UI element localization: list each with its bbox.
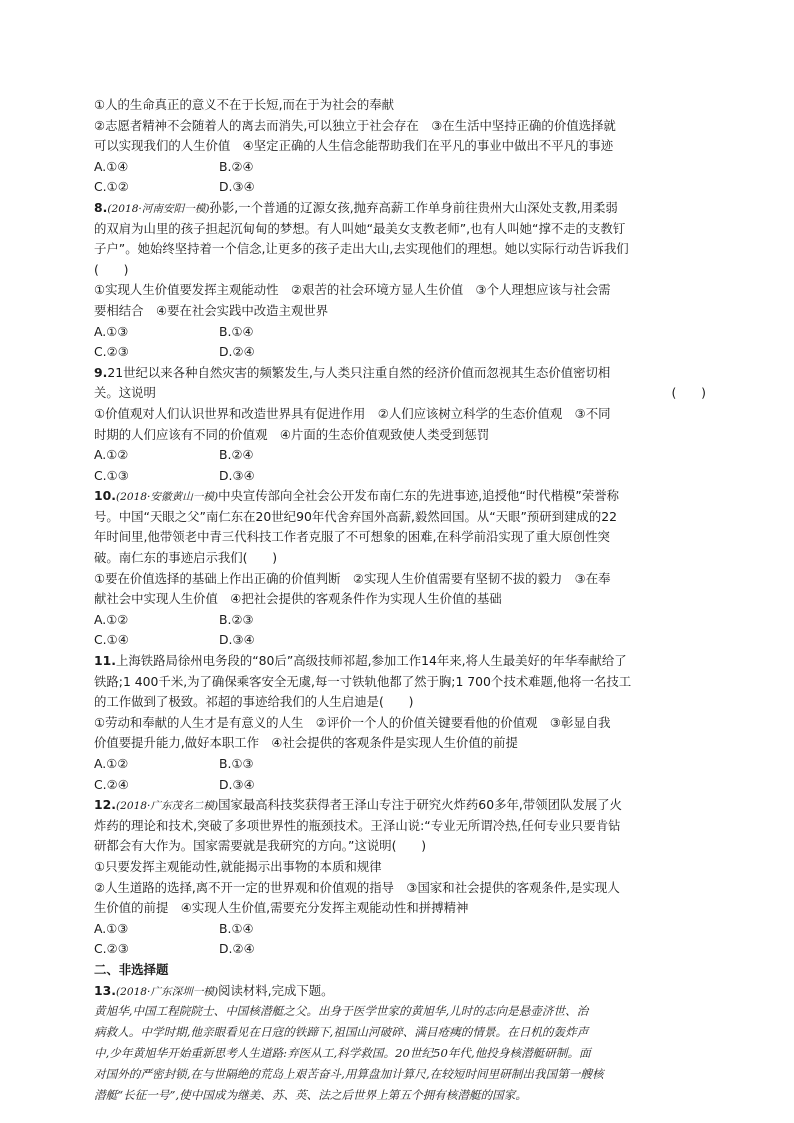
- q10-stem-line-4: 破。南仁东的事迹启示我们( ): [94, 550, 278, 566]
- q8-options-row-1: [94, 322, 706, 343]
- q12-stem-line-3: 研都会有大作为。国家需要就是我研究的方向。”这说明( ): [94, 838, 427, 854]
- q8-stem-line-1: [94, 198, 706, 219]
- q7-option-c[interactable]: C.①②: [94, 179, 129, 195]
- q12-source: (2018·广东茂名二模): [115, 800, 219, 813]
- q9-options-row-1: [94, 445, 706, 466]
- q10-statement-2: 献社会中实现人生价值 ④把社会提供的客观条件作为实现人生价值的基础: [94, 591, 502, 607]
- q12-option-a[interactable]: A.①③: [94, 920, 129, 936]
- q13-stem-line: [94, 981, 706, 1002]
- q11-text-1: 上海铁路局徐州电务段的“80后”高级技师祁超,参加工作14年来,将人生最美好的年华奉献给了: [115, 653, 627, 669]
- q9-option-b[interactable]: B.②④: [219, 447, 254, 463]
- q11-options-row-1: [94, 754, 706, 775]
- q7-statement-2a: ②志愿者精神不会随着人的离去而消失,可以独立于社会存在 ③在生活中坚持正确的价值选择就: [94, 117, 616, 133]
- q12-statement-1: ①只要发挥主观能动性,就能揭示出事物的本质和规律: [94, 858, 382, 874]
- q11-statement-2: 价值要提升能力,做好本职工作 ④社会提供的客观条件是实现人生价值的前提: [94, 735, 518, 751]
- q13-material-line-3: 中,少年黄旭华开始重新思考人生道路:弃医从工,科学救国。20世纪50年代,他投身核潜艇研制。面: [94, 1046, 591, 1061]
- q12-options-row-2: [94, 939, 706, 960]
- q10-options-row-1: [94, 610, 706, 631]
- q11-stem-line-2: 铁路;1 400千米,为了确保乘客安全无虞,每一寸铁轨他都了然于胸;1 700个技术难题,他将一名技工: [94, 673, 632, 689]
- q7-options-row-2: [94, 177, 706, 198]
- q8-answer-paren[interactable]: ( ): [94, 261, 129, 277]
- q8-statement-2: 要相结合 ④要在社会实践中改造主观世界: [94, 302, 329, 318]
- q9-stem-line-1: [94, 363, 706, 384]
- q8-stem-line-3: 子户”。她始终坚持着一个信念,让更多的孩子走出大山,去实现他们的理想。她以实际行动告诉我们: [94, 241, 629, 257]
- q12-statement-2: ②人生道路的选择,离不开一定的世界观和价值观的指导 ③国家和社会提供的客观条件,是实现人: [94, 879, 620, 895]
- q10-option-a[interactable]: A.①②: [94, 611, 129, 627]
- q8-source: (2018·河南安阳一模): [107, 202, 210, 215]
- q11-stem-line-3: 的工作做到了极致。祁超的事迹给我们的人生启迪是( ): [94, 694, 414, 710]
- q9-option-a[interactable]: A.①②: [94, 447, 129, 463]
- q13-material-line-4: 对国外的严密封锁,在与世隔绝的荒岛上艰苦奋斗,用算盘加计算尺,在较短时间里研制出我国第一艘核: [94, 1067, 604, 1082]
- q10-option-c[interactable]: C.①④: [94, 632, 129, 648]
- q9-option-c[interactable]: C.①③: [94, 467, 129, 483]
- q11-option-a[interactable]: A.①②: [94, 756, 129, 771]
- q12-option-c[interactable]: C.②③: [94, 941, 129, 957]
- q9-options-row-2: [94, 466, 706, 487]
- q7-statement-2b: 可以实现我们的人生价值 ④坚定正确的人生信念能帮助我们在平凡的事业中做出不平凡的事迹: [94, 138, 614, 154]
- q13-source: (2018·广东深圳一模): [115, 985, 219, 998]
- q12-number: 12.: [94, 797, 116, 813]
- q13-number: 13.: [94, 982, 116, 998]
- q8-statement-1: ①实现人生价值要发挥主观能动性 ②艰苦的社会环境方显人生价值 ③个人理想应该与社会需: [94, 282, 611, 298]
- q7-option-b[interactable]: B.②④: [219, 158, 254, 174]
- q11-options-row-2: [94, 775, 706, 796]
- q10-option-d[interactable]: D.③④: [219, 632, 255, 648]
- q12-stem-line-2: 炸药的理论和技术,突破了多项世界性的瓶颈技术。王泽山说:“专业无所谓冷热,任何专业只要肯钻: [94, 817, 621, 833]
- q8-option-b[interactable]: B.①④: [219, 323, 254, 339]
- q13-material-line-5: 潜艇“长征一号”,使中国成为继美、苏、英、法之后世界上第五个拥有核潜艇的国家。: [94, 1088, 527, 1103]
- q9-number: 9.: [94, 364, 108, 380]
- q13-material-line-2: 病救人。中学时期,他亲眼看见在日寇的铁蹄下,祖国山河破碎、满目疮痍的情景。在日机的轰炸声: [94, 1025, 589, 1040]
- exam-page: [94, 95, 706, 1106]
- q11-option-d[interactable]: D.③④: [219, 776, 255, 792]
- q8-stem-line-2: 的双肩为山里的孩子担起沉甸甸的梦想。有人叫她“最美女支教老师”,也有人叫她“撑不走的支教钉: [94, 220, 626, 236]
- q12-statement-3: 生价值的前提 ④实现人生价值,需要充分发挥主观能动性和拼搏精神: [94, 900, 469, 916]
- q8-option-d[interactable]: D.②④: [219, 344, 255, 360]
- q12-text-1: 国家最高科技奖获得者王泽山专注于研究火炸药60多年,带领团队发展了火: [218, 797, 622, 813]
- q8-option-c[interactable]: C.②③: [94, 344, 129, 360]
- q7-option-a[interactable]: A.①④: [94, 158, 129, 174]
- q9-text-2: 关。这说明: [94, 385, 156, 401]
- q10-source: (2018·安徽黄山一模): [115, 491, 219, 504]
- q9-statement-1: ①价值观对人们认识世界和改造世界具有促进作用 ②人们应该树立科学的生态价值观 ③不同: [94, 405, 611, 421]
- q8-text-1: 孙影,一个普通的辽源女孩,抛弃高薪工作单身前往贵州大山深处支教,用柔弱: [209, 199, 618, 215]
- q10-number: 10.: [94, 488, 116, 504]
- q13-stem-text: 阅读材料,完成下题。: [218, 982, 334, 998]
- section-heading-non-choice: 二、非选择题: [94, 961, 169, 977]
- q9-option-d[interactable]: D.③④: [219, 467, 255, 483]
- q11-option-c[interactable]: C.②④: [94, 776, 129, 792]
- q12-stem-line-1: [94, 795, 706, 816]
- q11-stem-line-1: [94, 651, 706, 672]
- q9-statement-2: 时期的人们应该有不同的价值观 ④片面的生态价值观致使人类受到惩罚: [94, 426, 490, 442]
- q8-options-row-2: [94, 342, 706, 363]
- q13-material-line-1: 黄旭华,中国工程院院士、中国核潜艇之父。出身于医学世家的黄旭华,儿时的志向是悬壶济世、治: [94, 1004, 589, 1019]
- q11-statement-1: ①劳动和奉献的人生才是有意义的人生 ②评价一个人的价值关键要看他的价值观 ③彰显自我: [94, 714, 611, 730]
- q8-option-a[interactable]: A.①③: [94, 323, 129, 339]
- q12-options-row-1: [94, 919, 706, 940]
- q11-number: 11.: [94, 653, 116, 669]
- q9-answer-paren[interactable]: ( ): [671, 385, 706, 401]
- q12-option-b[interactable]: B.①④: [219, 920, 254, 936]
- q10-stem-line-3: 年时间里,他带领老中青三代科技工作者克服了不可想象的困难,在科学前沿实现了重大原创性突: [94, 529, 610, 545]
- q8-number: 8.: [94, 199, 108, 215]
- q7-options-row-1: [94, 157, 706, 178]
- q10-stem-line-1: [94, 486, 706, 507]
- q10-statement-1: ①要在价值选择的基础上作出正确的价值判断 ②实现人生价值需要有坚韧不拔的毅力 ③在奉: [94, 570, 611, 586]
- q9-stem-line-2: [94, 383, 706, 404]
- q12-option-d[interactable]: D.②④: [219, 941, 255, 957]
- q10-stem-line-2: 号。中国“天眼之父”南仁东在20世纪90年代舍弃国外高薪,毅然回国。从“天眼”预研到建成的22: [94, 508, 617, 524]
- q13-material: [94, 1001, 706, 1106]
- q10-options-row-2: [94, 630, 706, 651]
- q11-option-b[interactable]: B.①③: [219, 756, 254, 771]
- q10-text-1: 中央宣传部向全社会公开发布南仁东的先进事迹,追授他“时代楷模”荣誉称: [218, 488, 619, 504]
- q7-option-d[interactable]: D.③④: [219, 179, 255, 195]
- q10-option-b[interactable]: B.②③: [219, 611, 254, 627]
- q9-text-1: 21世纪以来各种自然灾害的频繁发生,与人类只注重自然的经济价值而忽视其生态价值密切相: [107, 364, 611, 380]
- q7-statement-1: ①人的生命真正的意义不在于长短,而在于为社会的奉献: [94, 97, 395, 112]
